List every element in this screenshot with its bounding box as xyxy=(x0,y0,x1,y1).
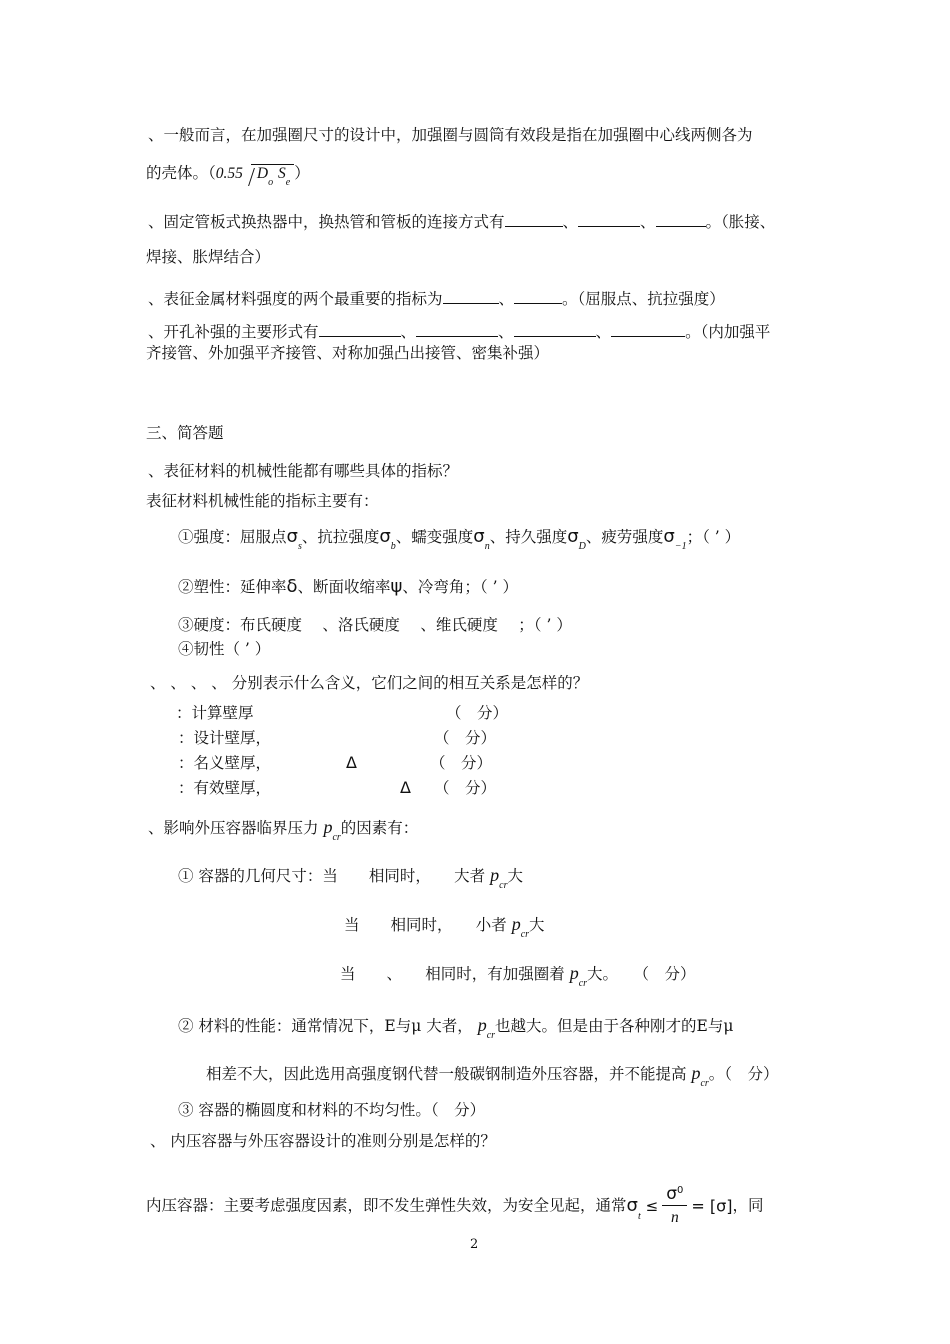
sep: 、 xyxy=(498,290,515,308)
toughness-line: ④韧性（ ’ ） xyxy=(178,640,271,658)
sqrt-formula xyxy=(251,164,294,188)
formula-sub-e: e xyxy=(285,177,291,188)
delta-symbol: Δ xyxy=(400,778,411,797)
sa-q3-prefix: 、影响外压容器临界压力 xyxy=(148,819,319,837)
sigma-symbol: σ xyxy=(663,526,675,547)
sep: 、 xyxy=(640,213,656,231)
sep: 、 xyxy=(562,213,579,231)
page-number: 2 xyxy=(470,1237,479,1252)
factor-1b-text: 当 相同时， 小者 xyxy=(344,916,507,934)
strength-line xyxy=(178,526,741,552)
strength-t2: 、蠕变强度 xyxy=(395,528,474,546)
sub-b: b xyxy=(390,541,396,552)
sa-q4-answer xyxy=(146,1184,764,1228)
p-symbol: p xyxy=(477,1015,487,1035)
section-heading: 三、简答题 xyxy=(146,424,224,442)
n-symbol: n xyxy=(670,1209,679,1227)
fill-q1-line1: 、一般而言，在加强圈尺寸的设计中，加强圈与圆筒有效段是指在加强圈中心线两侧各为 xyxy=(148,126,753,144)
q2-item-label: ：计算壁厚 xyxy=(176,704,254,722)
sigma-symbol: σ xyxy=(473,526,485,547)
sub-t: t xyxy=(637,1211,641,1222)
fill-q2-line2: 焊接、胀焊结合） xyxy=(146,248,271,266)
plasticity-label: ②塑性：延伸率 xyxy=(178,578,287,596)
delta-symbol: δ xyxy=(286,576,298,597)
fill-q1-prefix: 的壳体。（ xyxy=(146,164,216,182)
formula-sub-o: o xyxy=(268,177,274,188)
strength-tail: ；（ ’ ） xyxy=(686,528,741,546)
blank-field[interactable] xyxy=(443,289,499,304)
blank-field[interactable] xyxy=(505,212,563,227)
q2-item-2-score: （ 分） xyxy=(434,729,497,747)
sa-q3 xyxy=(148,817,419,843)
formula-coef: 0.55 xyxy=(215,165,243,182)
blank-field[interactable] xyxy=(656,212,706,227)
sa-q2: 、 、 、 、 分别表示什么含义，它们之间的相互关系是怎样的？ xyxy=(150,674,589,692)
factor-1a xyxy=(178,865,523,891)
fill-q2-answer-a: 。（胀接、 xyxy=(705,213,776,231)
q2-item-3-score: （ 分） xyxy=(430,754,493,772)
delta-symbol: Δ xyxy=(346,753,357,772)
sub-s: s xyxy=(297,541,302,552)
fill-q4-answer-a: 。（内加强平 xyxy=(685,323,771,341)
factor-1a-text: ① 容器的几何尺寸：当 相同时， 大者 xyxy=(178,867,486,885)
factor-2b-text: 相差不大，因此选用高强度钢代替一般碳钢制造外压容器，并不能提高 xyxy=(206,1065,687,1083)
psi-symbol: ψ xyxy=(390,576,403,597)
le-symbol: ≤ xyxy=(645,1197,659,1215)
factor-1c xyxy=(340,963,696,989)
sa-q3-suffix: 的因素有： xyxy=(340,819,419,837)
fill-q3-prefix: 、表征金属材料强度的两个最重要的指标为 xyxy=(148,290,443,308)
plasticity-tail: 、冷弯角；（ ’ ） xyxy=(402,578,518,596)
formula-d: D xyxy=(256,165,269,182)
q2-item-4-score: （ 分） xyxy=(434,779,497,797)
sub-cr: cr xyxy=(520,929,530,940)
factor-2a-tail: 也越大。但是由于各种刚才的E与μ xyxy=(495,1017,734,1035)
factor-2b xyxy=(206,1063,779,1089)
q2-item-2 xyxy=(178,731,271,747)
q2-item-1 xyxy=(176,706,254,722)
sub-n: n xyxy=(484,541,490,552)
blank-field[interactable] xyxy=(578,212,640,227)
fill-q4-line2: 齐接管、外加强平齐接管、对称加强凸出接管、密集补强） xyxy=(146,344,550,362)
strength-t1: 、抗拉强度 xyxy=(301,528,380,546)
factor-2a xyxy=(178,1015,734,1041)
q2-item-3 xyxy=(178,756,271,772)
p-symbol: p xyxy=(569,963,579,983)
sa-q4: 、 内压容器与外压容器设计的准则分别是怎样的？ xyxy=(150,1132,496,1150)
strength-t3: 、持久强度 xyxy=(489,528,568,546)
q2-item-label: ：名义壁厚， xyxy=(178,754,272,772)
hardness-line: ③硬度：布氏硬度 、洛氏硬度 、维氏硬度 ；（ ’ ） xyxy=(178,616,572,634)
factor-1c-text: 当 、 相同时，有加强圈着 xyxy=(340,965,565,983)
q2-item-1-score: （ 分） xyxy=(446,704,509,722)
fill-q3 xyxy=(148,289,725,308)
p-symbol: p xyxy=(511,914,521,934)
sigma-symbol: σ xyxy=(666,1184,678,1204)
factor-1a-tail: 大 xyxy=(507,867,523,885)
sub-minus1: −1 xyxy=(674,541,687,552)
fill-q2-prefix: 、固定管板式换热器中，换热管和管板的连接方式有 xyxy=(148,213,505,231)
sigma-symbol: σ xyxy=(567,526,579,547)
sep: 、 xyxy=(400,323,417,341)
factor-1b-tail: 大 xyxy=(529,916,545,934)
sa-q4-answer-prefix: 内压容器：主要考虑强度因素，即不发生弹性失效，为安全见起，通常 xyxy=(146,1196,627,1215)
formula-s: S xyxy=(278,165,286,182)
p-symbol: p xyxy=(691,1063,701,1083)
factor-1b xyxy=(344,914,545,940)
blank-field[interactable] xyxy=(319,322,401,337)
fraction xyxy=(662,1184,687,1228)
sub-cr: cr xyxy=(578,978,588,989)
sub-cr: cr xyxy=(486,1030,496,1041)
sub-cr: cr xyxy=(700,1078,709,1089)
p-symbol: p xyxy=(323,817,333,837)
sep: 、 xyxy=(595,323,612,341)
fill-q1-line2 xyxy=(146,164,310,188)
fill-q4-prefix: 、开孔补强的主要形式有 xyxy=(148,323,319,341)
allowable-stress: = [σ] xyxy=(691,1196,733,1216)
strength-label: ①强度：屈服点 xyxy=(178,528,287,546)
q2-item-label: ：有效壁厚， xyxy=(178,779,272,797)
sigma-symbol: σ xyxy=(286,526,298,547)
blank-field[interactable] xyxy=(611,322,685,337)
blank-field[interactable] xyxy=(416,322,498,337)
factor-1c-tail: 大。 （ 分） xyxy=(587,965,696,983)
p-symbol: p xyxy=(490,865,500,885)
blank-field[interactable] xyxy=(514,322,596,337)
q2-item-4 xyxy=(178,781,271,797)
sub-cr: cr xyxy=(332,832,341,843)
sub-cr: cr xyxy=(499,880,508,891)
sa-q4-answer-tail: ，同 xyxy=(732,1196,764,1215)
plasticity-t1: 、断面收缩率 xyxy=(297,578,391,596)
fill-q1-suffix: ） xyxy=(294,164,310,182)
fill-q2-line1 xyxy=(148,212,775,231)
fill-q3-answer: 。（屈服点、抗拉强度） xyxy=(562,290,725,308)
factor-3: ③ 容器的椭圆度和材料的不均匀性。（ 分） xyxy=(178,1101,486,1119)
factor-2a-text: ② 材料的性能：通常情况下，E与μ 大者， xyxy=(178,1017,473,1035)
sa-q1-intro: 表征材料机械性能的指标主要有： xyxy=(146,492,379,510)
sa-q1: 、表征材料的机械性能都有哪些具体的指标？ xyxy=(148,462,459,480)
sub-d: D xyxy=(578,541,586,552)
sigma-symbol: σ xyxy=(379,526,391,547)
fill-q4-line1 xyxy=(148,322,770,341)
q2-item-label: ：设计壁厚， xyxy=(178,729,272,747)
factor-2b-tail: 。（ 分） xyxy=(708,1065,779,1083)
sub-zero: 0 xyxy=(677,1185,684,1196)
blank-field[interactable] xyxy=(514,289,562,304)
sep: 、 xyxy=(498,323,514,341)
plasticity-line xyxy=(178,578,518,596)
sigma-symbol: σ xyxy=(626,1195,638,1217)
strength-t4: 、疲劳强度 xyxy=(585,528,664,546)
